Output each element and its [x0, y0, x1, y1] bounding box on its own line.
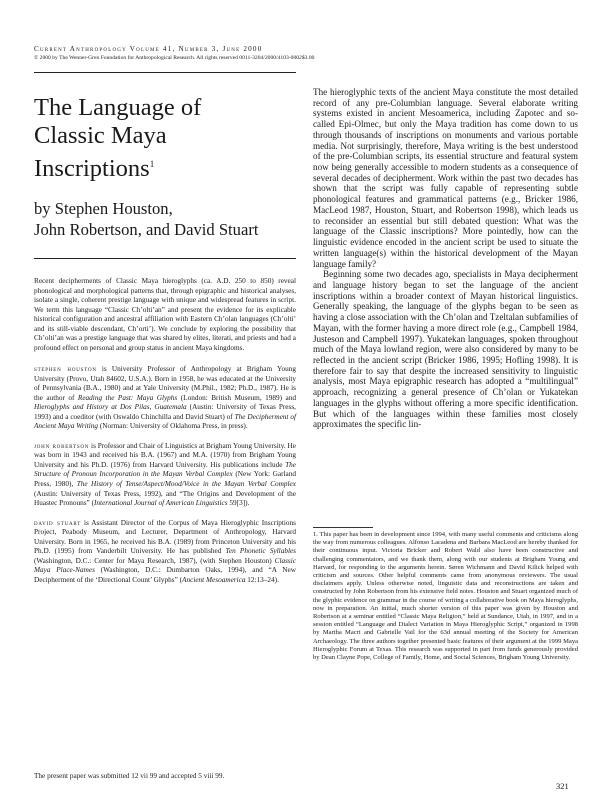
author-byline	[34, 198, 296, 240]
title-rule	[34, 258, 296, 259]
bio-text: (New York: Garland Press, 1980),	[34, 470, 296, 489]
abstract: Recent decipherments of Classic Maya hieroglyphs (ca. A.D. 250 to 850) reveal phonological and morphological patterns that, through epigraphic and historical analyses, isolate a single, coherent prestige language with unique and widespread features in script. We term this language “Classic Ch’olti’an” and present the evidence for its explicable historical configuration and ancestral affiliation with Eastern Ch’olan languages (Ch’olti’ and its still-viable descendant, Ch’orti’). We conclude by exploring the possibility that Ch’olti’an was a prestige language that was shared by elites, literati, and priests and had a profound effect on personal and group status in ancient Maya kingdoms.	[34, 277, 296, 352]
body-paragraph-2: Beginning some two decades ago, specialists in Maya decipherment and language history began to set the language of the ancient inscriptions within a broader context of Mayan historical linguistics. Generally speaking, the language of the glyphs began to be seen as having a close association with the Ch’olan and Tzeltalan subfamilies of Mayan, with the former having a more direct role (e.g., Campbell 1984, Justeson and Campbell 1997). Yukatekan languages, spoken throughout much of the Maya lowland region, were also considered by many to be reflected in the ancient script (Bricker 1986, 1995; Hofling 1998). It is therefore fair to say that despite the increased sensitivity to linguistic analysis, most Maya epigraphic research has adopted a “multilingual” approach, recognizing a general presence of Ch’olan or Yukatekan languages in the glyphs without offering a more specific identification. But which of the languages within these families most closely approximates the specific lin-	[313, 269, 578, 430]
bio-text: (Austin: University of Texas Press, 1993) and a coeditor (with Oswaldo Chinchilla and David Stuart) of	[34, 403, 296, 421]
header-rule	[34, 72, 296, 73]
title-line-3: Inscriptions	[34, 155, 150, 183]
bio-houston	[34, 365, 296, 432]
title-line-1: The Language of	[34, 94, 202, 121]
bio-text: 12:13–24).	[245, 575, 279, 584]
bio-name: stephen houston	[34, 365, 97, 373]
bio-text: (Washington, D.C.: Dumbarton Oaks, 1994), and “A New Decipherment of the ‘Directional Count’ Glyphs” (	[34, 566, 296, 584]
article-title	[34, 94, 296, 183]
bio-book-title: Hieroglyphs and History at Dos Pilas, Guatemala	[34, 403, 187, 412]
bio-text: is Professor and Chair of Linguistics at Brigham Young University. He was born in 1943 and received his B.A. (1967) and M.A. (1970) from Brigham Young University and his Ph.D. (1976) from Harvard University. His publications include	[34, 441, 297, 469]
title-line-2: Classic Maya	[34, 122, 167, 149]
footnote-rule	[313, 527, 373, 528]
bio-text: (London: British Museum, 1989) and	[177, 393, 297, 402]
bio-book-title: The Structure of Pronoun Incorporation in the Mayan Verbal Complex	[34, 460, 296, 479]
bio-book-title: The History of Tense/Aspect/Mood/Voice in the Mayan Verbal Complex	[76, 480, 296, 489]
bio-stuart	[34, 519, 296, 586]
bio-name: david stuart	[34, 518, 82, 527]
author-bios	[34, 365, 296, 595]
bio-text: (Austin: University of Texas Press, 1992), and “The Origins and Development of the Huastec Pronouns” (	[34, 489, 296, 508]
bio-text: is University Professor of Anthropology at Brigham Young University (Provo, Utah 84602, U.S.A.). Born in 1958, he was educated at the University of Pennsylvania (B.A., 1980) and at Yale University (M.Phil., 1982; Ph.D., 1987). He is the author of	[34, 365, 296, 402]
title-footnote-mark[interactable]: 1	[149, 159, 155, 169]
journal-header: Current Anthropology Volume 41, Number 3, June 2000	[34, 45, 263, 53]
bio-book-title: International Journal of American Linguistics	[94, 499, 228, 508]
bio-name: john robertson	[34, 441, 90, 450]
footnote-1: 1. This paper has been in development since 1994, with many useful comments and criticisms along the way from numerous colleagues. Alfonso Lacadena and Barbara MacLeod are hereby thanked for their continuous input. Victoria Bricker and Robert Wald also have been constructive and challenging commentators, and we thank them, along with our students at Brigham Young and Harvard, for responding to the arguments herein. Søren Wichmann and David Kilick helped with criticism and sources. Other helpful comments came from anonymous reviewers. The usual disclaimers apply. Unless otherwise noted, linguistic data and reconstructions are taken and constructed by John Robertson from his extensive field notes. Houston and Stuart organized much of the glyphic evidence on grammar in the course of writing a collaborative book on Maya hieroglyphs, now in preparation. An initial, much shorter version of this paper was given by Houston and Robertson at a seminar entitled “Classic Maya Religion,” held at Sundance, Utah, in 1997, and in a session entitled “Language and Dialect Variation in Maya Hieroglyphic Script,” organized in 1998 by Martha Macri and Gabrielle Vail for the 63d annual meeting of the Society for American Archaeology. The three authors together presented basic features of their argument at the 1999 Maya Hieroglyphic Forum at Texas. This research was supported in part from funds generously provided by Dean Clayne Pope, College of Family, Home, and Social Sciences, Brigham Young University.	[313, 531, 578, 662]
bio-robertson	[34, 442, 296, 509]
bio-book-title: Ten Phonetic Syllables	[225, 547, 296, 556]
bio-book-title: The Decipherment of Ancient Maya Writing	[34, 412, 296, 431]
bio-book-title: Ancient Mesoamerica	[182, 575, 246, 584]
body-text	[313, 87, 578, 430]
page-number: 321	[556, 781, 569, 791]
bio-text: (Norman: University of Oklahoma Press, in press).	[98, 422, 248, 431]
bio-book-title: Classic Maya Place-Names	[34, 556, 296, 575]
submission-note: The present paper was submitted 12 vii 99 and accepted 5 viii 99.	[34, 772, 225, 780]
body-paragraph-1: The hieroglyphic texts of the ancient Maya constitute the most detailed record of any pre-Columbian language. Several elaborate writing systems existed in ancient Mesoamerica, including Zapotec and so-called Epi-Olmec, but only the Maya tradition has come down to us through thousands of inscriptions on monuments and various portable media. Not surprisingly, therefore, Maya writing is the best understood of the pre-Columbian scripts, its essential structure and featural system now being generally accessible to modern students as a consequence of several decades of decipherment. Work within the past two decades has shown that the script was fully capable of representing subtle phonological features and grammatical patterns (e.g., Bricker 1986, MacLeod 1987, Houston, Stuart, and Robertson 1998), which leads us to reconsider an essential but still debated question: What was the language of the Classic inscriptions? More pointedly, how can the linguistic evidence encoded in the ancient script be used to situate the written language(s) within the historical development of the Mayan language family?	[313, 87, 578, 269]
copyright-line: © 2000 by The Wenner-Gren Foundation for Anthropological Research. All rights reserved 0011-3204/2000/4103-0002$3.00	[34, 55, 315, 61]
author-line-1: by Stephen Houston,	[34, 199, 173, 218]
bio-text: 59[3]).	[227, 499, 250, 508]
title-line-3-wrap	[34, 150, 296, 183]
bio-book-title: Reading the Past: Maya Glyphs	[77, 393, 178, 402]
author-line-2: John Robertson, and David Stuart	[34, 220, 259, 239]
bio-text: (Washington, D.C.: Center for Maya Research, 1987), (with Stephen Houston)	[34, 556, 275, 565]
bio-text: is Assistant Director of the Corpus of Maya Hieroglyphic Inscriptions Project, Peabody Museum, and Lecturer, Department of Anthropology, Harvard University. Born in 1965, he received his B.A. (1989) from Princeton University and his Ph.D. (1995) from Vanderbilt University. He has published	[34, 518, 296, 556]
